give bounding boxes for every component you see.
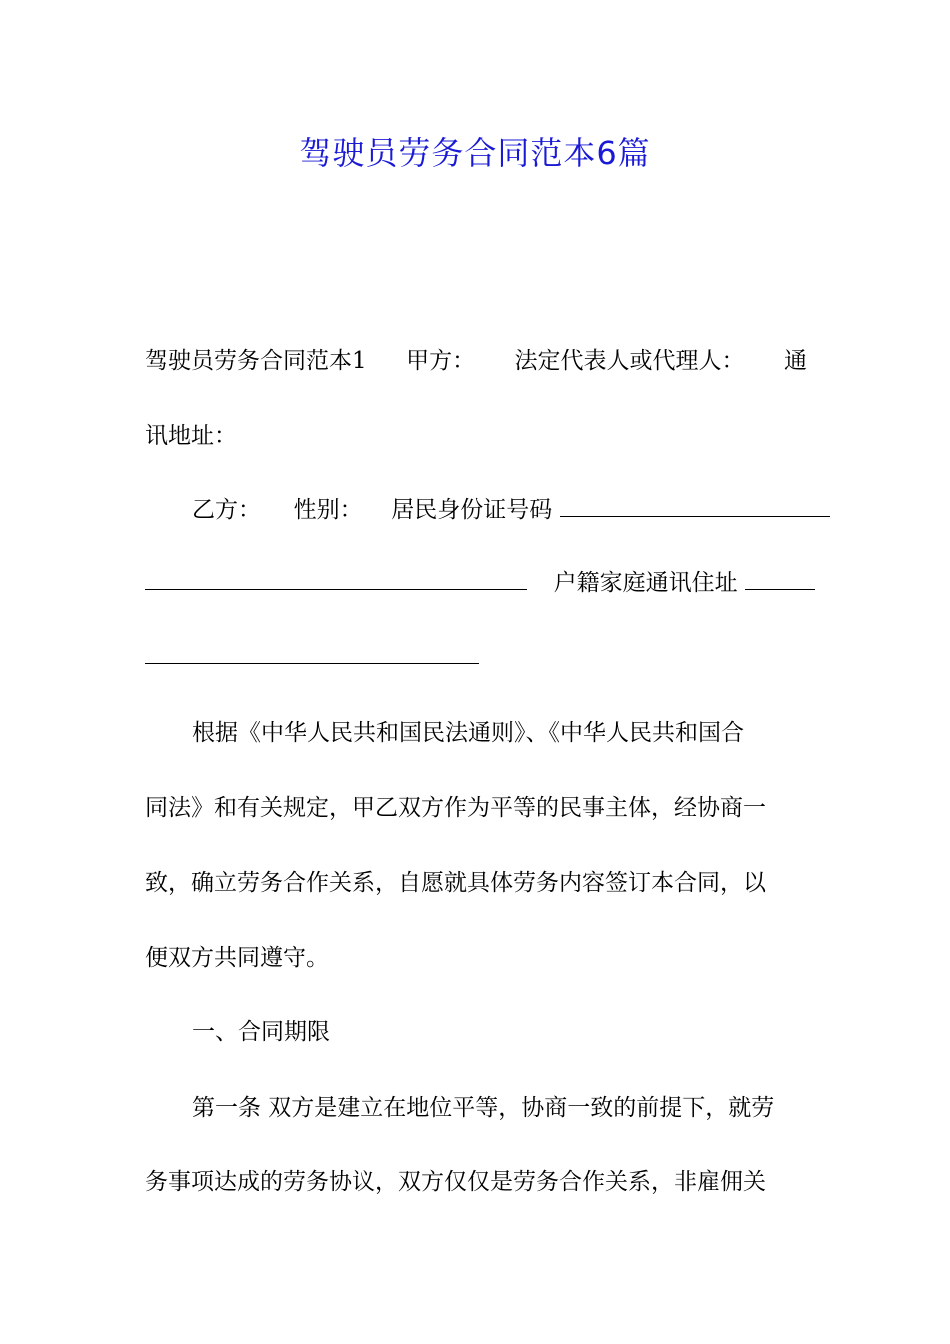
household-address-blank — [745, 588, 815, 590]
paragraph-text: 根据《中华人民共和国民法通则》、《中华人民共和国合 — [192, 720, 744, 746]
paragraph-text: 第一条 双方是建立在地位平等，协商一致的前提下，就劳 — [192, 1095, 775, 1121]
gender-label: 性别： — [293, 497, 363, 523]
party-line-1 — [145, 346, 807, 376]
address-label-start: 通 — [784, 348, 807, 374]
party-line-5 — [145, 642, 807, 672]
paragraph-2-line-1 — [145, 1093, 807, 1123]
party-line-4 — [145, 568, 807, 598]
id-number-label: 居民身份证号码 — [391, 497, 553, 523]
section-title: 一、合同期限 — [192, 1019, 330, 1045]
paragraph-1-line-3 — [145, 868, 807, 898]
contract-heading: 驾驶员劳务合同范本1 — [145, 348, 367, 374]
id-number-blank-cont — [145, 588, 527, 590]
party-b-label: 乙方： — [192, 497, 261, 523]
party-a-label: 甲方： — [406, 348, 476, 374]
paragraph-1-line-2 — [145, 793, 807, 823]
party-line-2 — [145, 421, 807, 451]
representative-label: 法定代表人或代理人： — [514, 348, 745, 374]
paragraph-text: 务事项达成的劳务协议，双方仅仅是劳务合作关系，非雇佣关 — [145, 1169, 766, 1195]
document-title: 驾驶员劳务合同范本6篇 — [299, 134, 651, 172]
party-line-3 — [145, 495, 807, 525]
address-label-end: 讯地址： — [145, 423, 237, 449]
paragraph-1-line-4 — [145, 943, 807, 973]
paragraph-text: 同法》和有关规定，甲乙双方作为平等的民事主体，经协商一 — [145, 795, 766, 821]
paragraph-text: 便双方共同遵守。 — [145, 945, 329, 971]
paragraph-text: 致，确立劳务合作关系，自愿就具体劳务内容签订本合同，以 — [145, 870, 766, 896]
paragraph-1-line-1 — [145, 718, 807, 748]
household-address-label: 户籍家庭通讯住址 — [553, 570, 738, 596]
id-number-blank — [560, 515, 830, 517]
section-heading-1 — [145, 1017, 807, 1047]
paragraph-2-line-2 — [145, 1167, 807, 1197]
household-address-blank-cont — [145, 662, 479, 664]
